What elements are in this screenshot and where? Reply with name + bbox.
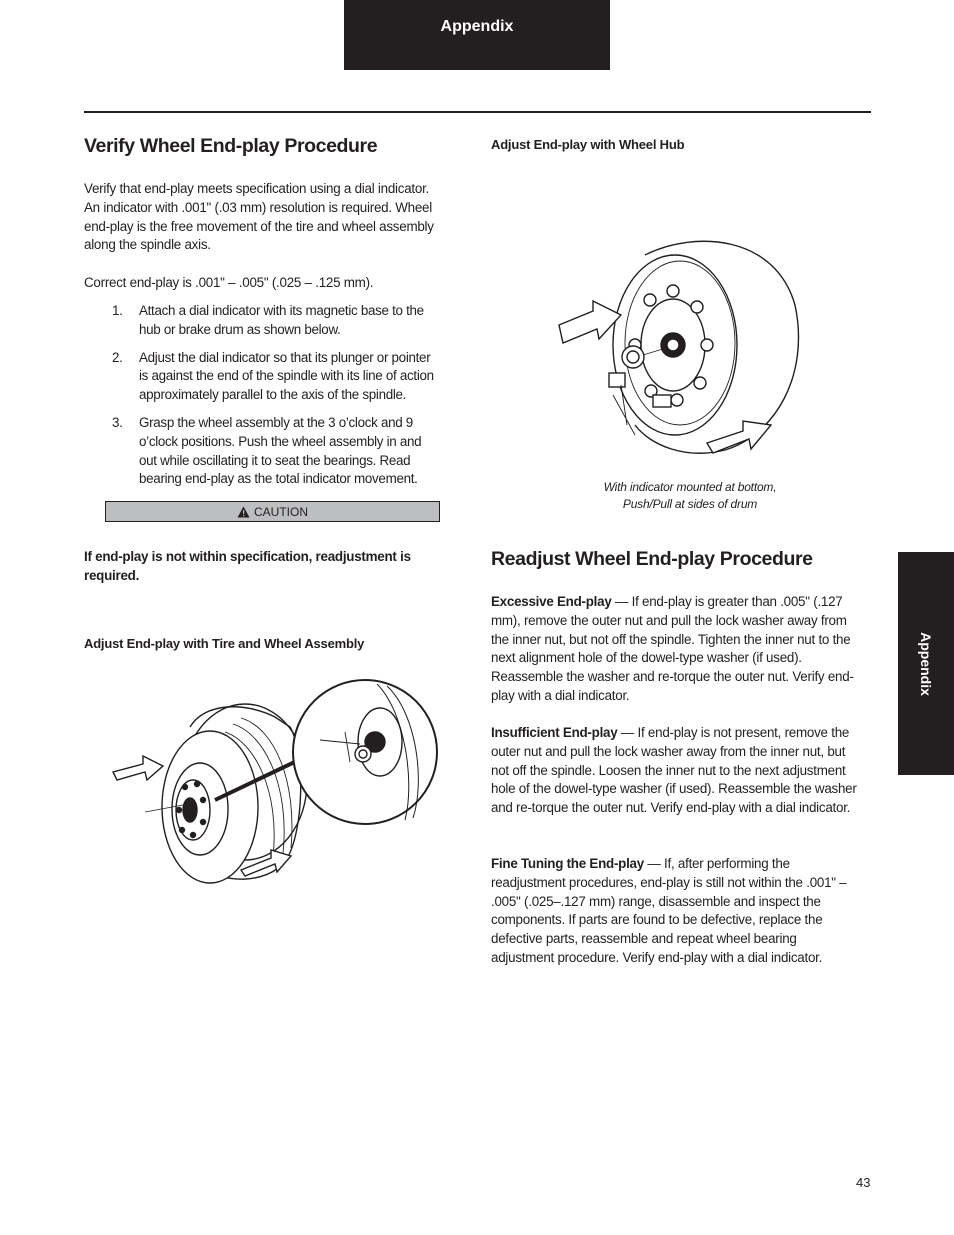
insufficient-label: Insufficient End-play [491, 725, 618, 740]
tire-wheel-illustration [105, 672, 445, 892]
side-tab [898, 552, 954, 775]
side-tab-label: Appendix [918, 631, 934, 696]
verify-intro: Verify that end-play meets specification using a dial indicator. An indicator with .001" (.03 mm) resolution is required. Wheel end-play is the free movement of the tire and wheel assembly along the spindle axis. [84, 181, 434, 253]
excessive-label: Excessive End-play [491, 594, 612, 609]
fine-text: — If, after performing the readjustment procedures, end-play is still not within the .001" – .005" (.025–.127 mm) range, disassemble and inspect the components. If parts are found to be defective, replace the defective parts, reassemble and repeat wheel bearing adjustment procedure. Verify end-play with a dial indicator. [491, 856, 847, 965]
page-number: 43 [856, 1175, 871, 1190]
header-tab [344, 0, 610, 70]
hub-caption [560, 479, 820, 513]
verify-title: Verify Wheel End-play Procedure [84, 135, 378, 157]
hub-subheading: Adjust End-play with Wheel Hub [491, 137, 685, 152]
caution-text: If end-play is not within specification, readjustment is required. [84, 549, 411, 583]
correct-endplay: Correct end-play is .001" – .005" (.025 – .125 mm). [84, 275, 374, 290]
warning-triangle-icon [237, 506, 250, 518]
caution-label: CAUTION [254, 504, 308, 519]
insufficient-paragraph [491, 724, 859, 818]
caution-bar [105, 501, 440, 522]
hub-caption-line2: Push/Pull at sides of drum [622, 497, 758, 511]
tire-subheading: Adjust End-play with Tire and Wheel Assembly [84, 636, 365, 651]
wheel-hub-illustration [555, 235, 805, 465]
readjust-title: Readjust Wheel End-play Procedure [491, 548, 813, 570]
fine-tuning-paragraph [491, 855, 859, 968]
hub-caption-line1: With indicator mounted at bottom, [603, 480, 777, 494]
step-item: 3. Grasp the wheel assembly at the 3 o’clock and 9 o’clock positions. Push the wheel assembly in and out while oscillating it to seat the bearings. Read bearing end-play as the total indicator movement. [112, 414, 422, 487]
header-tab-label: Appendix [440, 18, 514, 35]
insufficient-text: — If end-play is not present, remove the outer nut and pull the lock washer away from the inner nut, but not off the spindle. Loosen the inner nut to the next adjustment hole of the dowel-type washer (if used). Reassemble the washer and re-torque the outer nut. Verify end-play with a dial indicator. [491, 725, 857, 816]
excessive-paragraph [491, 593, 859, 706]
fine-label: Fine Tuning the End-play [491, 856, 644, 871]
step-item: 2. Adjust the dial indicator so that its plunger or pointer is against the end of the spindle with its line of action approximately parallel to the axis of the spindle. [112, 349, 434, 403]
header-rule [84, 111, 871, 113]
steps-list [112, 302, 442, 498]
step-item: 1. Attach a dial indicator with its magnetic base to the hub or brake drum as shown below. [112, 303, 424, 337]
excessive-text: — If end-play is greater than .005" (.127 mm), remove the outer nut and pull the lock washer away from the inner nut, but not off the spindle. Tighten the inner nut to the next alignment hole of the dowel-type washer (if used). Reassemble the washer and re-torque the outer nut. Verify end-play with a dial indicator. [491, 594, 854, 703]
